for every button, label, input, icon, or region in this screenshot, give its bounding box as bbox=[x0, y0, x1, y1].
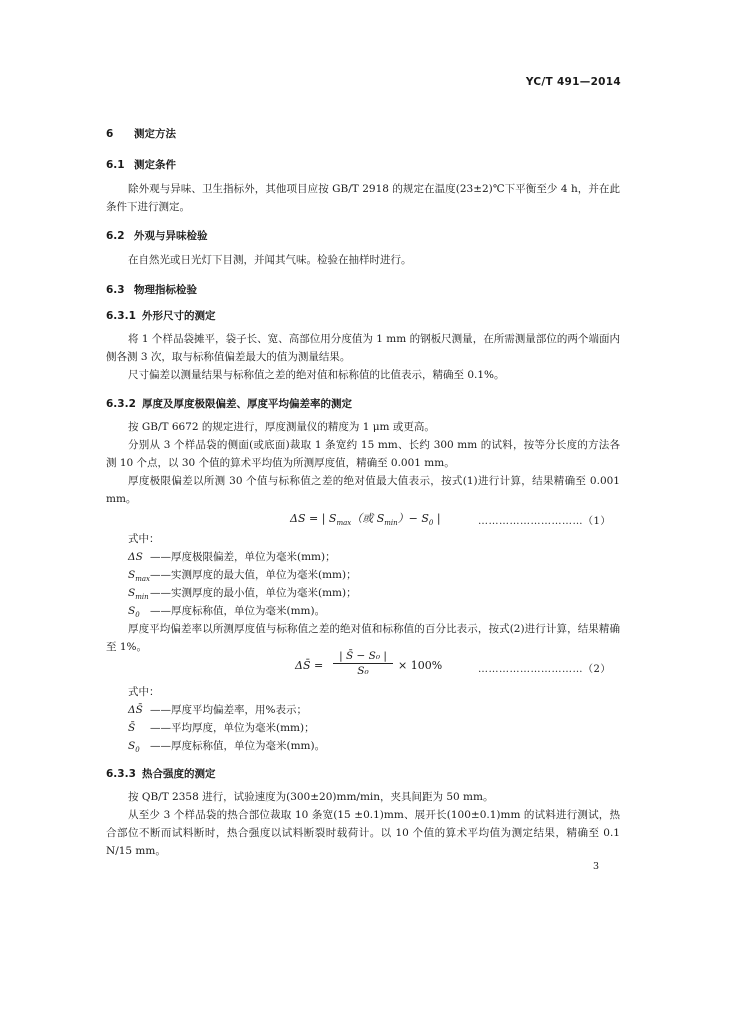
section-number: 6.1 bbox=[106, 159, 125, 171]
def-symbol-sub: 0 bbox=[135, 611, 140, 620]
definition-1-1 bbox=[128, 548, 336, 566]
section-number: 6.3.1 bbox=[106, 310, 136, 322]
formula-2-number: …………………………（2） bbox=[478, 664, 611, 675]
page-number: 3 bbox=[592, 861, 599, 872]
section-6-3-1-paragraph-2: 尺寸偏差以测量结果与标称值之差的绝对值和标称值的比值表示，精确至 0.1%。 bbox=[128, 369, 505, 381]
formula-2-lhs: ΔS̄ = bbox=[295, 659, 324, 672]
section-title: 外形尺寸的测定 bbox=[142, 310, 216, 322]
def-symbol-base: S bbox=[128, 569, 136, 581]
section-title: 外观与异味检验 bbox=[134, 230, 208, 242]
def-symbol-base: S bbox=[128, 605, 136, 617]
formula-1 bbox=[290, 510, 441, 527]
formula-1-mid: （或 S bbox=[351, 512, 385, 525]
section-number: 6.3 bbox=[106, 284, 125, 296]
section-title: 热合强度的测定 bbox=[142, 768, 216, 780]
section-6-3-2-heading bbox=[106, 396, 352, 411]
def-symbol: ΔS bbox=[128, 551, 143, 563]
section-number: 6.3.2 bbox=[106, 398, 136, 410]
section-6-3-3-heading bbox=[106, 766, 216, 781]
section-number: 6.3.3 bbox=[106, 768, 136, 780]
def-symbol: S̄ bbox=[128, 722, 136, 734]
section-6-3-3-paragraph-1: 按 QB/T 2358 进行，试验速度为(300±20)mm/min，夹具间距为 50 mm。 bbox=[128, 791, 494, 803]
def-symbol-base: S bbox=[128, 740, 136, 752]
section-title: 测定条件 bbox=[134, 159, 176, 171]
def-symbol-base: S bbox=[128, 587, 136, 599]
def-text: ——平均厚度，单位为毫米(mm)； bbox=[150, 722, 315, 734]
def-text: ——实测厚度的最小值，单位为毫米(mm)； bbox=[150, 587, 357, 599]
section-6-2-paragraph: 在自然光或日光灯下目测，并闻其气味。检验在抽样时进行。 bbox=[128, 254, 412, 266]
section-6-3-2-paragraph-1: 按 GB/T 6672 的规定进行，厚度测量仪的精度为 1 μm 或更高。 bbox=[128, 421, 435, 433]
section-6-1-heading bbox=[106, 157, 176, 172]
section-6-3-1-heading bbox=[106, 308, 216, 323]
def-symbol bbox=[128, 737, 150, 759]
section-6-3-2-paragraph-4: 厚度平均偏差率以所测厚度值与标称值之差的绝对值和标称值的百分比表示，按式(2)进行计算，结果精确至 1%。 bbox=[106, 623, 620, 653]
section-6-heading bbox=[106, 126, 176, 141]
def-text: ——厚度极限偏差，单位为毫米(mm)； bbox=[150, 551, 336, 563]
formula-2-numerator: | S̄ − S₀ | bbox=[333, 650, 393, 664]
definition-2-2 bbox=[128, 719, 315, 737]
formula-1-rhs: ）− S bbox=[397, 512, 429, 525]
def-text: ——实测厚度的最大值，单位为毫米(mm)； bbox=[150, 569, 357, 581]
section-6-3-2-paragraph-3: 厚度极限偏差以所测 30 个值与标称值之差的绝对值最大值表示，按式(1)进行计算，结果精确至 0.001 mm。 bbox=[106, 475, 620, 505]
section-6-3-heading bbox=[106, 282, 197, 297]
section-number: 6 bbox=[106, 128, 114, 140]
def-symbol-sub: 0 bbox=[135, 746, 140, 755]
formula-2-tail: × 100% bbox=[398, 659, 443, 672]
def-symbol: ΔS̄ bbox=[128, 704, 143, 716]
def-text: ——厚度标称值，单位为毫米(mm)。 bbox=[150, 605, 326, 617]
formula-1-sub-min: min bbox=[384, 519, 398, 528]
section-number: 6.2 bbox=[106, 230, 125, 242]
def-symbol-sub: min bbox=[135, 593, 149, 602]
formula-1-number: …………………………（1） bbox=[478, 516, 611, 527]
formula-2-denominator: S₀ bbox=[357, 665, 369, 677]
section-6-3-3-paragraph-2: 从至少 3 个样品袋的热合部位裁取 10 条宽(15 ±0.1)mm、展开长(100±0.1)mm 的试料进行测试，热合部位不断而试料断时，热合强度以试料断裂时载荷计。以 10 个值的算术平均值为测定结果，精确至 0.1 N/15 mm。 bbox=[106, 809, 620, 857]
section-6-1-paragraph: 除外观与异味、卫生指标外，其他项目应按 GB/T 2918 的规定在温度(23±2)℃下平衡至少 4 h，并在此条件下进行测定。 bbox=[106, 183, 620, 213]
def-symbol-sub: max bbox=[135, 575, 150, 584]
section-6-3-2-paragraph-2: 分别从 3 个样品袋的侧面(或底面)裁取 1 条宽约 15 mm、长约 300 mm 的试料，按等分长度的方法各测 10 个点，以 30 个值的算术平均值为所测厚度值，精确至 0.001 mm。 bbox=[106, 439, 620, 469]
section-title: 测定方法 bbox=[134, 128, 176, 140]
definition-2-3 bbox=[128, 737, 325, 759]
section-title: 厚度及厚度极限偏差、厚度平均偏差率的测定 bbox=[142, 398, 352, 410]
formula-1-sub-0: 0 bbox=[428, 519, 434, 528]
definition-2-1 bbox=[128, 701, 307, 719]
where-label-1: 式中： bbox=[128, 533, 160, 545]
def-text: ——厚度标称值，单位为毫米(mm)。 bbox=[150, 740, 326, 752]
standard-code-header: YC/T 491—2014 bbox=[525, 76, 621, 88]
section-title: 物理指标检验 bbox=[134, 284, 197, 296]
formula-1-sub-max: max bbox=[336, 519, 352, 528]
def-text: ——厚度平均偏差率，用%表示； bbox=[150, 704, 307, 716]
formula-1-end: | bbox=[433, 512, 441, 525]
formula-1-lhs: ΔS = | S bbox=[290, 512, 337, 525]
section-6-3-1-paragraph-1: 将 1 个样品袋摊平，袋子长、宽、高部位用分度值为 1 mm 的钢板尺测量，在所需测量部位的两个端面内侧各测 3 次，取与标称值偏差最大的值为测量结果。 bbox=[106, 333, 620, 363]
section-6-2-heading bbox=[106, 228, 208, 243]
where-label-2: 式中： bbox=[128, 686, 160, 698]
formula-2-fraction bbox=[333, 650, 393, 677]
